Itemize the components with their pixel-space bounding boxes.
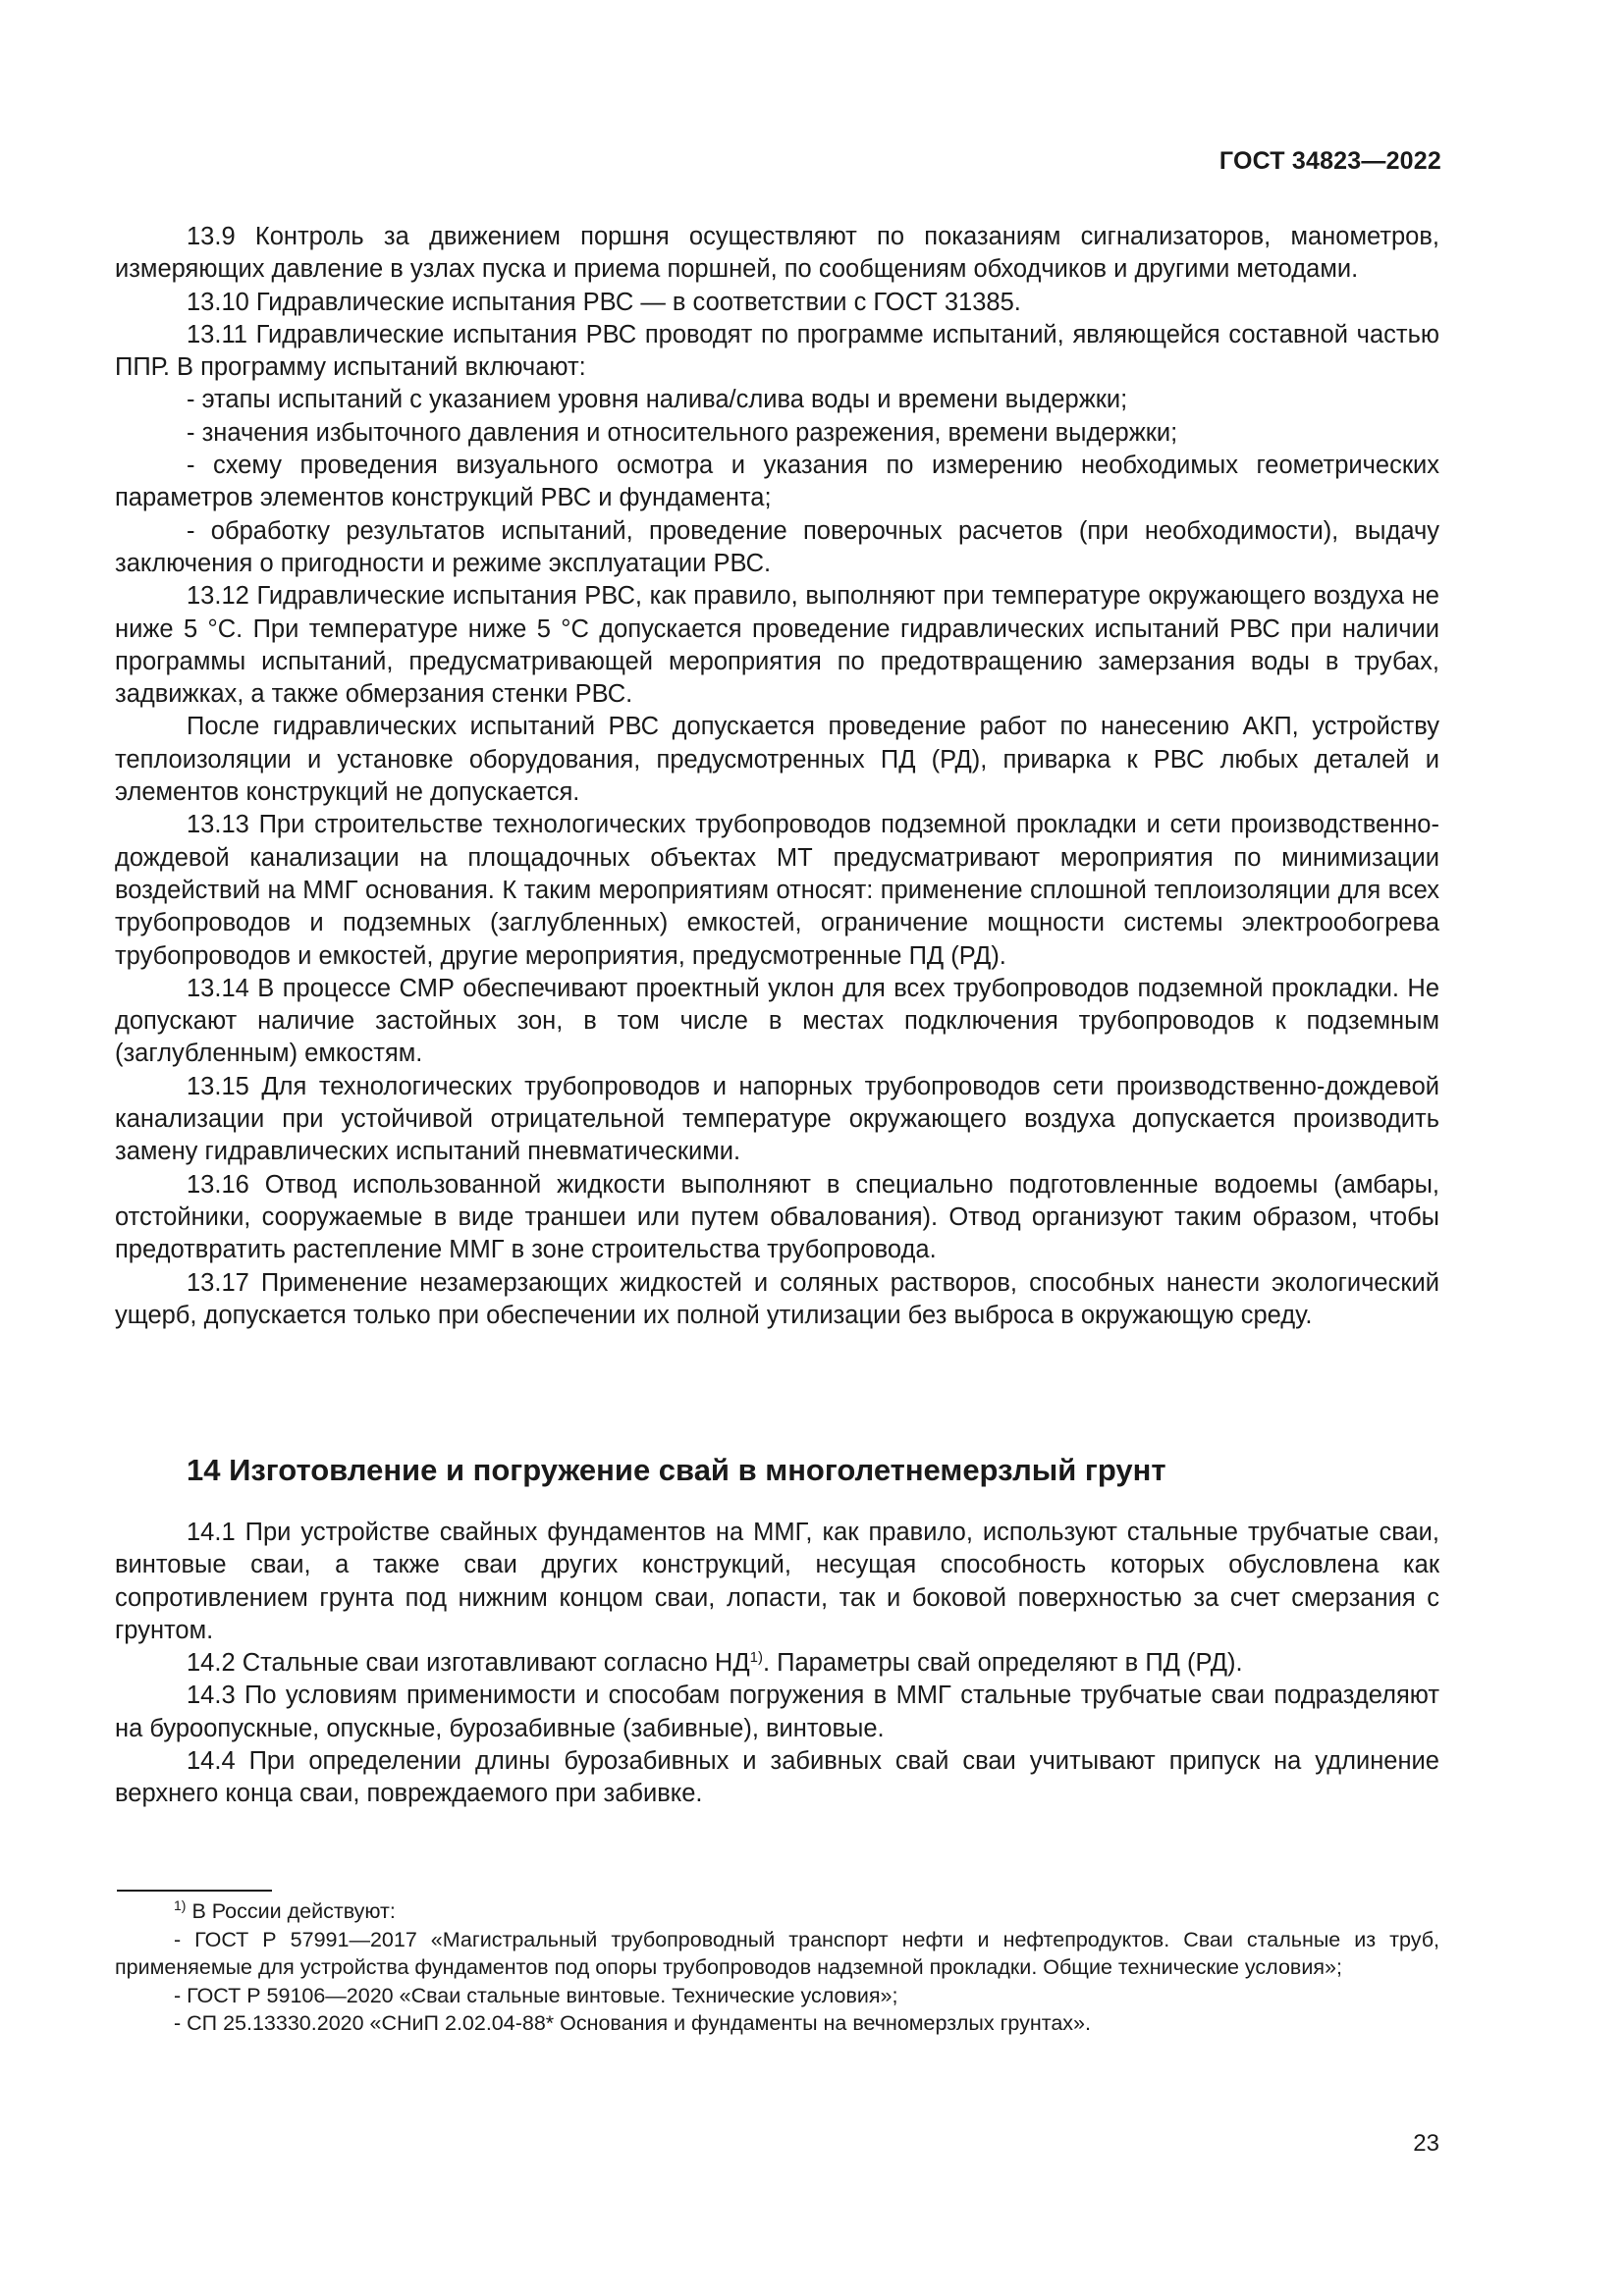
paragraph-14-2-tail: . Параметры свай определяют в ПД (РД). — [762, 1649, 1243, 1678]
paragraph-13-9: 13.9 Контроль за движением поршня осуществляют по показаниям сигнализаторов, манометров, измеряющих давление в узлах пуска и приема поршней, по сообщениям обходчиков и другими методами. — [115, 223, 1439, 284]
footnote-marker: 1) — [174, 1897, 187, 1913]
section-14-title: 14 Изготовление и погружение свай в многолетнемерзлый грунт — [187, 1453, 1166, 1487]
paragraph-13-16: 13.16 Отвод использованной жидкости выполняют в специально подготовленные водоемы (амбары, отстойники, сооружаемые в виде траншеи или путем обвалования). Отвод организуют таким образом, чтобы предотвратить растепление ММГ в зоне строительства трубопровода. — [115, 1170, 1439, 1264]
paragraph-13-11: 13.11 Гидравлические испытания РВС проводят по программе испытаний, являющейся составной частью ППР. В программу испытаний включают: — [115, 320, 1439, 382]
paragraph-13-15: 13.15 Для технологических трубопроводов и напорных трубопроводов сети производственно-дождевой канализации при устойчивой отрицательной температуре окружающего воздуха допускается производить замену гидравлических испытаний пневматическими. — [115, 1072, 1439, 1166]
page-number: 23 — [1413, 2130, 1439, 2157]
footnote-intro-text: В России действуют: — [191, 1899, 396, 1923]
footnote-item-gost-57991: - ГОСТ Р 57991—2017 «Магистральный трубопроводный транспорт нефти и нефтепродуктов. Сваи стальные из труб, применяемые для устройства фундаментов под опоры трубопроводов надземной прокладки. Общие технические условия»; — [115, 1927, 1439, 1980]
paragraph-13-13: 13.13 При строительстве технологических трубопроводов подземной прокладки и сети производственно-дождевой канализации на площадочных объектах МТ предусматривают мероприятия по минимизации воздействий на ММГ основания. К таким мероприятиям относят: применение сплошной теплоизоляции для всех трубопроводов и подземных (заглубленных) емкостей, ограничение мощности системы электрообогрева трубопроводов и емкостей, другие мероприятия, предусмотренные ПД (РД). — [115, 811, 1439, 970]
list-item-inspection: - схему проведения визуального осмотра и указания по измерению необходимых геометрических параметров элементов конструкций РВС и фундамента; — [115, 452, 1439, 512]
footnote-divider — [117, 1890, 272, 1892]
footnote-item-sp-25: - СП 25.13330.2020 «СНиП 2.02.04-88* Основания и фундаменты на вечномерзлых грунтах». — [174, 2011, 1091, 2036]
section-14-body — [115, 1517, 1439, 1811]
paragraph-14-1: 14.1 При устройстве свайных фундаментов на ММГ, как правило, используют стальные трубчатые сваи, винтовые сваи, а также сваи других конструкций, несущая способность которых обусловлена как сопротивлением грунта под нижним концом сваи, лопасти, так и боковой поверхностью за счет смерзания с грунтом. — [115, 1519, 1439, 1644]
paragraph-13-14: 13.14 В процессе СМР обеспечивают проектный уклон для всех трубопроводов подземной прокладки. Не допускают наличие застойных зон, в том числе в местах подключения трубопроводов к подземным (заглубленным) емкостям. — [115, 974, 1439, 1068]
paragraph-13-12: 13.12 Гидравлические испытания РВС, как правило, выполняют при температуре окружающего воздуха не ниже 5 °С. При температуре ниже 5 °С допускается проведение гидравлических испытаний РВС при наличии программы испытаний, предусматривающей мероприятия по предотвращению замерзания воды в трубах, задвижках, а также обмерзания стенки РВС. — [115, 582, 1439, 709]
footnote-intro — [115, 1897, 1439, 1926]
section-13-body — [115, 221, 1439, 1332]
paragraph-14-2 — [115, 1647, 1439, 1680]
paragraph-14-3: 14.3 По условиям применимости и способам погружения в ММГ стальные трубчатые сваи подразделяют на буроопускные, опускные, бурозабивные (забивные), винтовые. — [115, 1682, 1439, 1742]
document-code: ГОСТ 34823—2022 — [1218, 147, 1441, 175]
footnote-item-gost-59106: - ГОСТ Р 59106—2020 «Сваи стальные винтовые. Технические условия»; — [174, 1983, 898, 2007]
list-item-results: - обработку результатов испытаний, проведение поверочных расчетов (при необходимости), выдачу заключения о пригодности и режиме эксплуатации РВС. — [115, 516, 1439, 577]
footnote-reference[interactable]: 1) — [749, 1649, 763, 1667]
footnotes — [115, 1897, 1439, 2038]
paragraph-after-tests: После гидравлических испытаний РВС допускается проведение работ по нанесению АКП, устройству теплоизоляции и установке оборудования, предусмотренных ПД (РД), приварка к РВС любых деталей и элементов конструкций не допускается. — [115, 713, 1439, 807]
list-item-stages: - этапы испытаний с указанием уровня налива/слива воды и времени выдержки; — [187, 386, 1128, 414]
list-item-pressure: - значения избыточного давления и относительного разрежения, времени выдержки; — [187, 418, 1178, 447]
paragraph-13-17: 13.17 Применение незамерзающих жидкостей и соляных растворов, способных нанести экологический ущерб, допускается только при обеспечении их полной утилизации без выброса в окружающую среду. — [115, 1268, 1439, 1329]
paragraph-13-10: 13.10 Гидравлические испытания РВС — в соответствии с ГОСТ 31385. — [187, 288, 1021, 316]
paragraph-14-2-text: 14.2 Стальные сваи изготавливают согласно НД — [187, 1649, 750, 1678]
paragraph-14-4: 14.4 При определении длины бурозабивных и забивных свай сваи учитывают припуск на удлинение верхнего конца сваи, повреждаемого при забивке. — [115, 1747, 1439, 1808]
